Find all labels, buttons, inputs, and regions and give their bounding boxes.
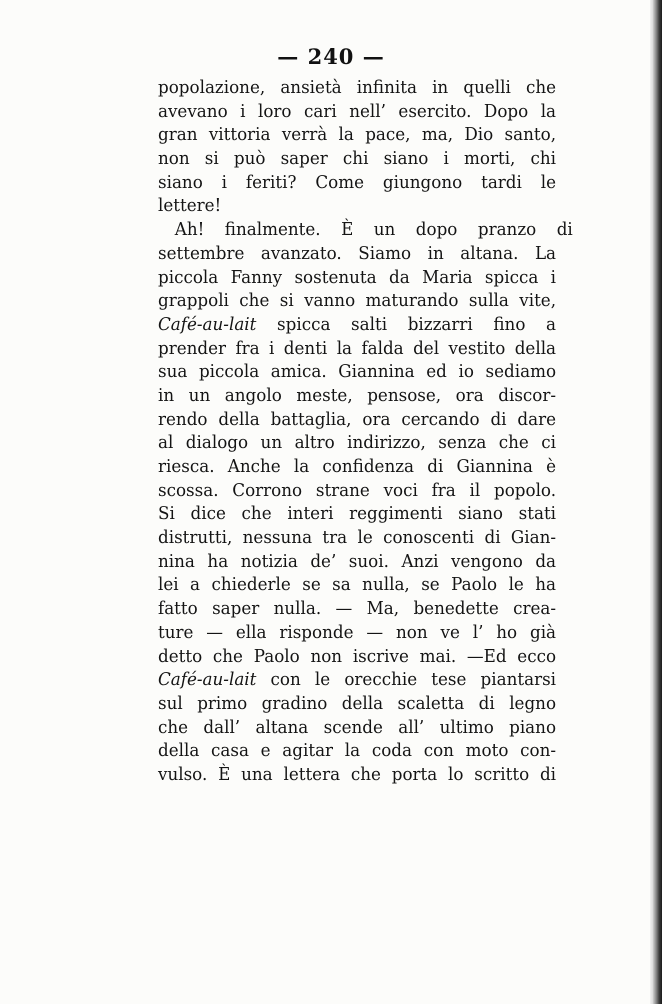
text-line: lei a chiederle se sa nulla, se Paolo le ha: [158, 574, 557, 596]
text-line: sul primo gradino della scaletta di legno: [158, 692, 557, 714]
text-line: piccola Fanny sostenuta da Maria spicca i: [158, 266, 557, 288]
text-line: che dall’ altana scende all’ ultimo piano: [158, 716, 557, 738]
text-line: rendo della battaglia, ora cercando di dare: [158, 408, 557, 430]
text-line: fatto saper nulla. — Ma, benedette crea-: [158, 598, 557, 620]
text-line: sua piccola amica. Giannina ed io sediamo: [158, 361, 557, 383]
text-line: siano i feriti? Come giungono tardi le: [158, 171, 557, 193]
text-line: grappoli che si vanno maturando sulla vite,: [158, 290, 557, 312]
text-line: in un angolo meste, pensose, ora discor-: [158, 384, 557, 406]
page-edge: [653, 0, 662, 1004]
text-line: avevano i loro cari nell’ esercito. Dopo la: [158, 100, 557, 122]
text-segment: con le orecchie tese piantarsi: [256, 669, 557, 691]
text-line: ture — ella risponde — non ve l’ ho già: [158, 621, 557, 643]
text-line: non si può saper chi siano i morti, chi: [158, 148, 557, 170]
body-text: [158, 76, 573, 787]
text-line: Ah! finalmente. È un dopo pranzo di: [174, 219, 573, 241]
text-line: al dialogo un altro indirizzo, senza che ci: [158, 432, 557, 454]
text-line: settembre avanzato. Siamo in altana. La: [158, 242, 557, 264]
text-line: vulso. È una lettera che porta lo scritto di: [158, 763, 557, 785]
page-number: — 240 —: [277, 44, 385, 69]
text-line: della casa e agitar la coda con moto con-: [158, 740, 557, 762]
text-line: Si dice che interi reggimenti siano stati: [158, 503, 557, 525]
text-line: distrutti, nessuna tra le conoscenti di Gian-: [158, 527, 557, 549]
text-segment: spicca salti bizzarri fino a: [256, 313, 557, 335]
text-line: scossa. Corrono strane voci fra il popolo.: [158, 479, 557, 501]
text-line: [158, 313, 556, 337]
text-line: lettere!: [158, 195, 222, 217]
text-line: popolazione, ansietà infinita in quelli che: [158, 77, 557, 98]
italic-title: Café-au-lait: [158, 669, 257, 691]
text-line: riesca. Anche la confidenza di Giannina è: [158, 456, 557, 477]
text-line: [158, 668, 556, 692]
text-line: detto che Paolo non iscrive mai. —Ed ecco: [158, 645, 557, 667]
text-line: gran vittoria verrà la pace, ma, Dio santo,: [158, 124, 557, 146]
text-line: nina ha notizia de’ suoi. Anzi vengono da: [158, 550, 557, 572]
italic-title: Café-au-lait: [158, 313, 257, 335]
text-line: prender fra i denti la falda del vestito della: [158, 337, 557, 359]
